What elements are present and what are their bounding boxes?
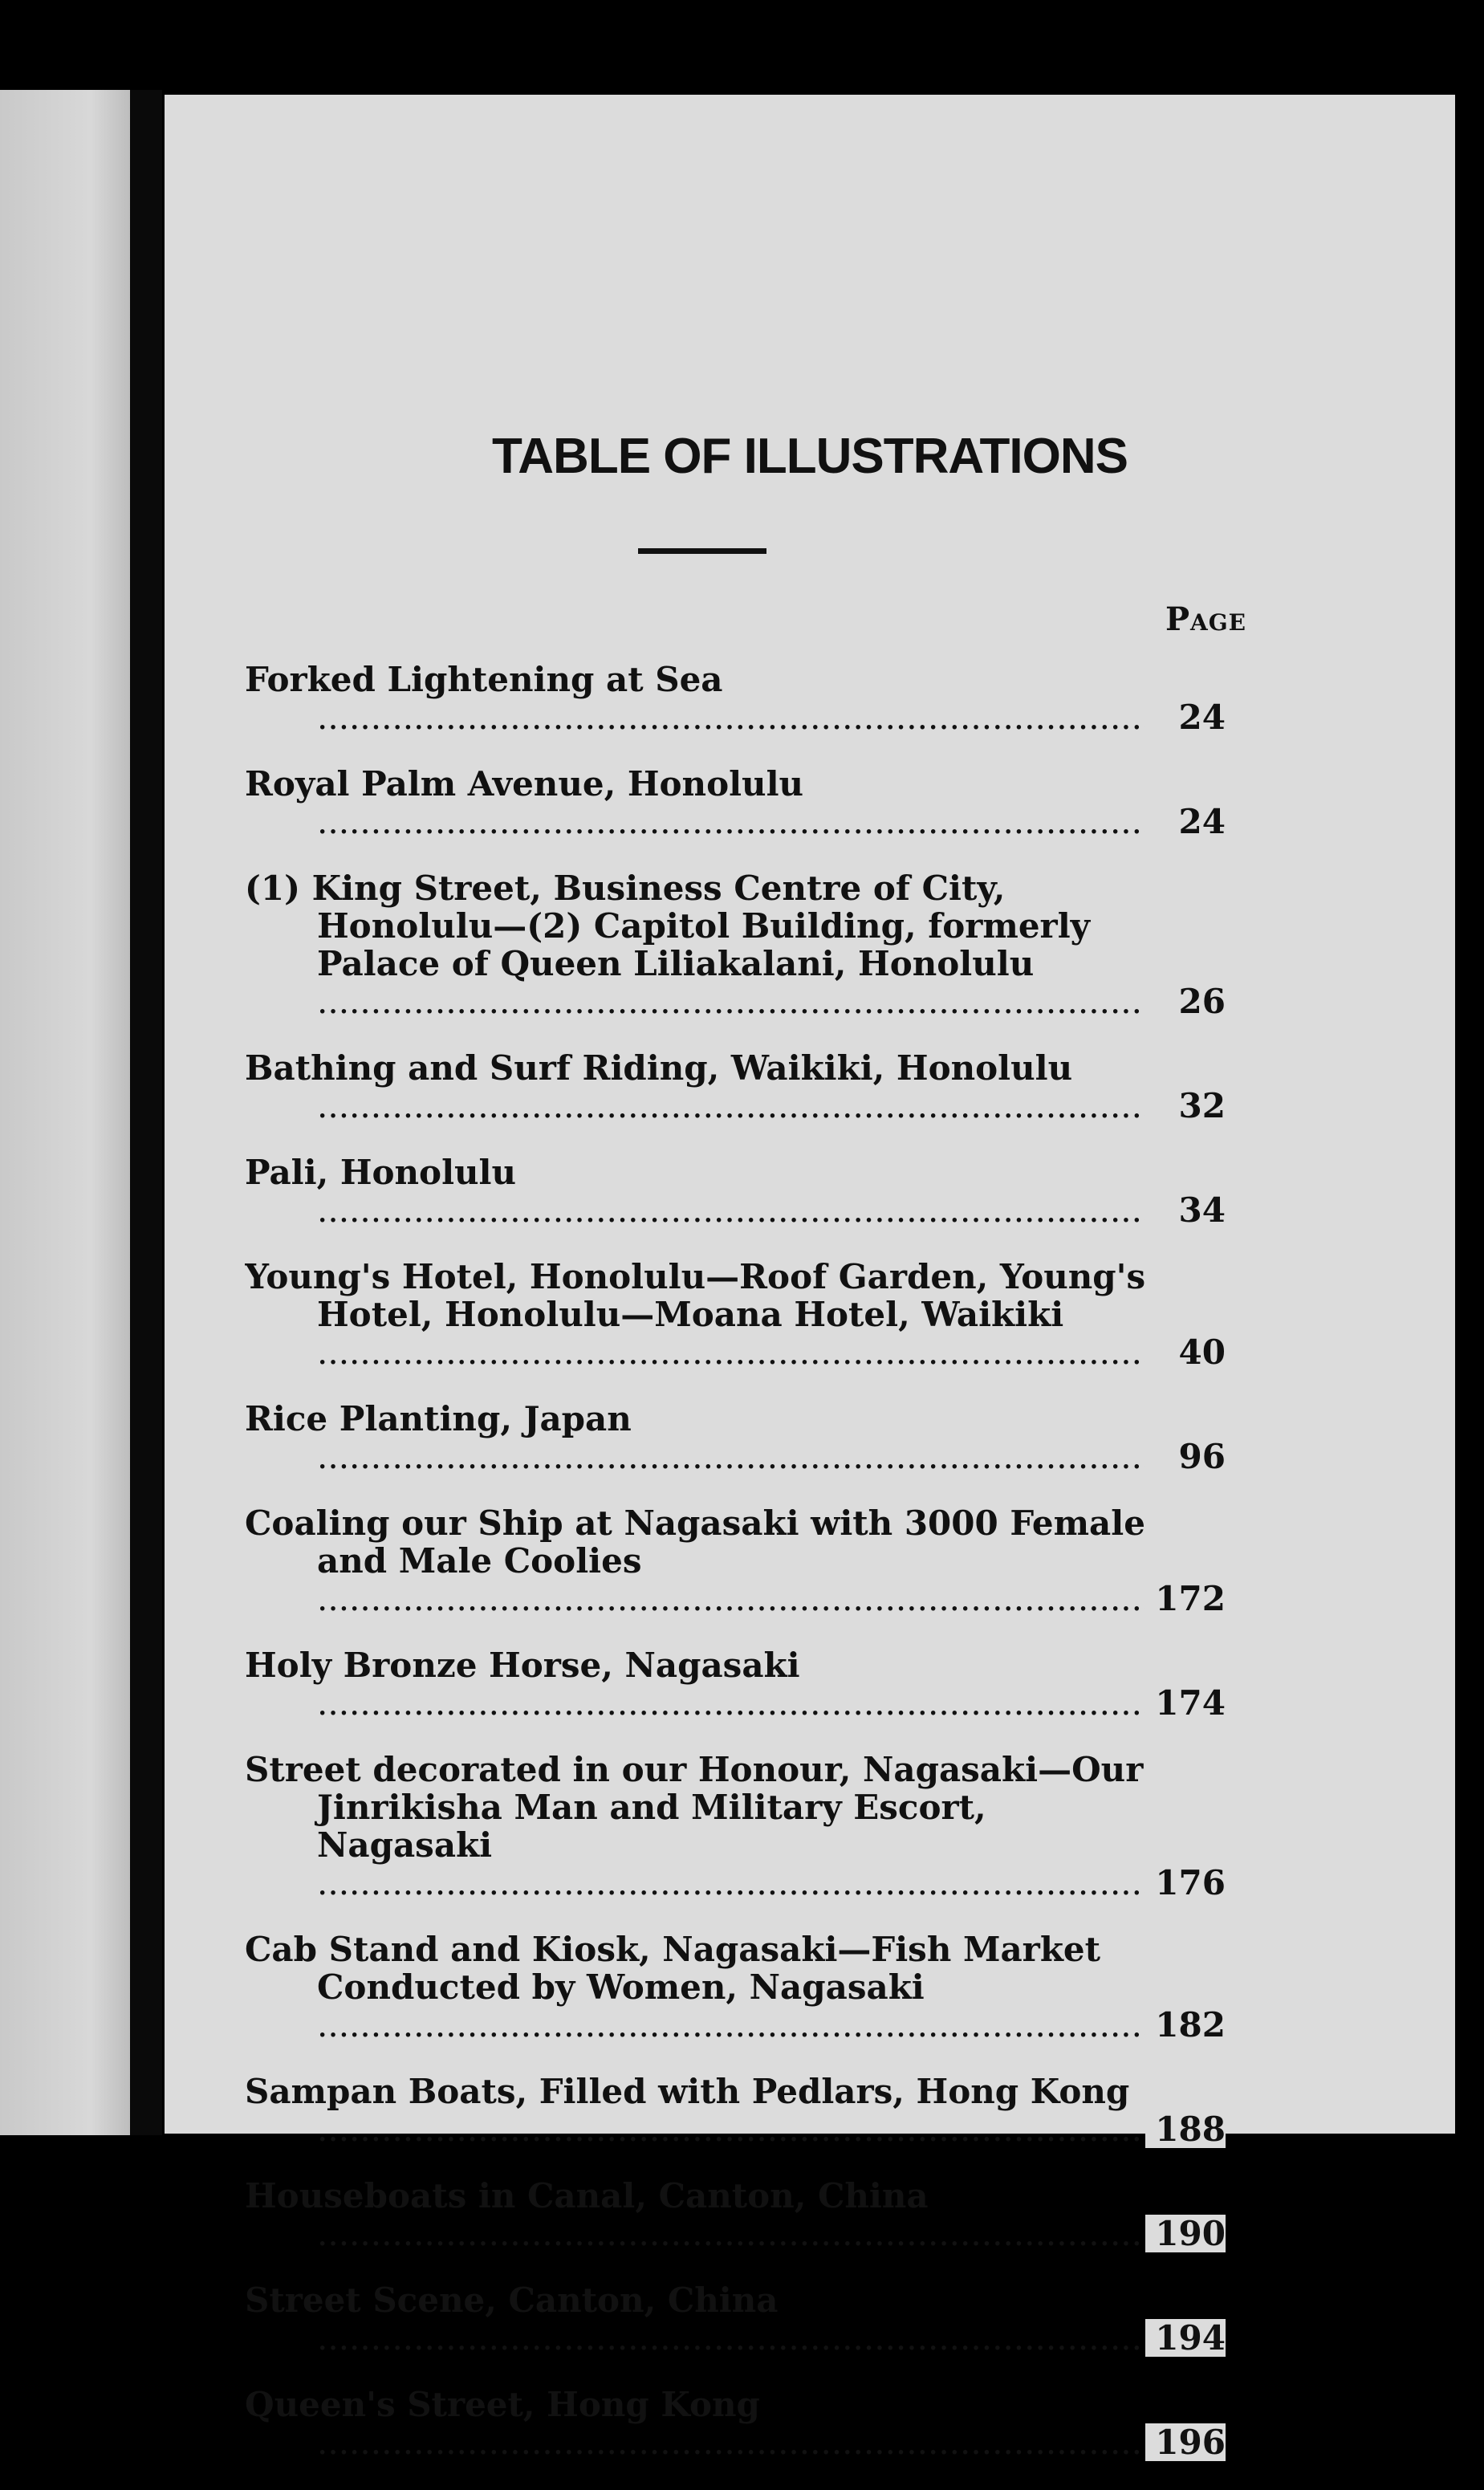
toc-entry-title: Rice Planting, Japan ..... [245, 1400, 1152, 1475]
toc-entry-text-wrap [245, 1400, 1152, 1475]
toc-entry-page-number: 190 [1145, 2215, 1226, 2252]
toc-entry-page-number: 174 [1145, 1684, 1226, 1722]
toc-entry-page-number: 182 [1145, 2006, 1226, 2044]
toc-entry-text-wrap [245, 661, 1152, 736]
toc-entry [245, 2073, 1248, 2148]
toc-entry [245, 2177, 1248, 2252]
toc-entry-page-number: 26 [1145, 983, 1226, 1020]
toc-entry-text-wrap [245, 2281, 1152, 2357]
book-page [165, 95, 1455, 2462]
toc-entry [245, 2386, 1248, 2461]
toc-entry-text-wrap [245, 1751, 1152, 1902]
toc-entry-text-wrap [245, 1258, 1152, 1371]
toc-entry [245, 2281, 1248, 2357]
illustrations-list [245, 661, 1248, 2490]
toc-entry-text-wrap [245, 1153, 1152, 1229]
toc-entry-page-number: 40 [1145, 1333, 1226, 1371]
toc-entry [245, 1400, 1248, 1475]
toc-entry-page-number: 24 [1145, 803, 1226, 840]
toc-entry-page-number: 34 [1145, 1191, 1226, 1229]
toc-entry-page-number: 176 [1145, 1864, 1226, 1902]
toc-entry-title: Street decorated in our Honour, Nagasaki—Our Jinrikisha Man and Military Escort, Nagasaki ..... [245, 1751, 1152, 1902]
toc-entry [245, 1258, 1248, 1371]
toc-entry [245, 1504, 1248, 1617]
toc-entry-title: Young's Hotel, Honolulu—Roof Garden, Young's Hotel, Honolulu—Moana Hotel, Waikiki ..... [245, 1258, 1152, 1371]
toc-entry [245, 1646, 1248, 1722]
toc-entry-text-wrap [245, 1931, 1152, 2044]
toc-entry-page-number: 194 [1145, 2319, 1226, 2357]
toc-entry-title: Houseboats in Canal, Canton, China ..... [245, 2177, 1152, 2252]
toc-entry-title: Sampan Boats, Filled with Pedlars, Hong Kong ..... [245, 2073, 1152, 2148]
toc-entry-text-wrap [245, 1646, 1152, 1722]
toc-entry-title: Royal Palm Avenue, Honolulu ..... [245, 765, 1152, 840]
toc-entry-text-wrap [245, 2073, 1152, 2148]
toc-entry-text-wrap [245, 765, 1152, 840]
toc-entry-title: Bathing and Surf Riding, Waikiki, Honolulu ..... [245, 1049, 1152, 1125]
toc-entry-page-number: 172 [1145, 1580, 1226, 1617]
toc-entry [245, 1153, 1248, 1229]
toc-entry-title: Forked Lightening at Sea ..... [245, 661, 1152, 736]
toc-entry-page-number: 96 [1145, 1438, 1226, 1475]
toc-entry-page-number: 24 [1145, 698, 1226, 736]
toc-entry-text-wrap [245, 869, 1152, 1020]
title-rule [638, 548, 766, 554]
toc-entry-text-wrap [245, 1504, 1152, 1617]
toc-entry-title: (1) King Street, Business Centre of City, Honolulu—(2) Capitol Building, formerly Palace of Queen Liliakalani, Honolulu ..... [245, 869, 1152, 1020]
toc-entry-page-number: 188 [1145, 2110, 1226, 2148]
toc-entry [245, 661, 1248, 736]
toc-entry [245, 1751, 1248, 1902]
toc-entry-text-wrap [245, 2177, 1152, 2252]
toc-entry-title: Cab Stand and Kiosk, Nagasaki—Fish Market Conducted by Women, Nagasaki ..... [245, 1931, 1152, 2044]
toc-entry [245, 765, 1248, 840]
toc-entry [245, 1049, 1248, 1125]
toc-entry-title: Holy Bronze Horse, Nagasaki ..... [245, 1646, 1152, 1722]
toc-entry-title: Street Scene, Canton, China ..... [245, 2281, 1152, 2357]
right-margin [1455, 95, 1484, 2134]
toc-entry-title: Pali, Honolulu ..... [245, 1153, 1152, 1229]
toc-entry-title: Coaling our Ship at Nagasaki with 3000 Female and Male Coolies ..... [245, 1504, 1152, 1617]
toc-entry [245, 1931, 1248, 2044]
toc-entry [245, 869, 1248, 1020]
toc-entry-text-wrap [245, 2386, 1152, 2461]
book-gutter [130, 90, 162, 2135]
page-column-label: Page [1165, 600, 1246, 638]
facing-page-edge [0, 90, 130, 2135]
toc-entry-page-number: 32 [1145, 1087, 1226, 1125]
page-title: TABLE OF ILLUSTRATIONS [492, 429, 1128, 484]
toc-entry-page-number: 196 [1145, 2423, 1226, 2461]
toc-entry-text-wrap [245, 1049, 1152, 1125]
toc-entry-title: Queen's Street, Hong Kong ..... [245, 2386, 1152, 2461]
